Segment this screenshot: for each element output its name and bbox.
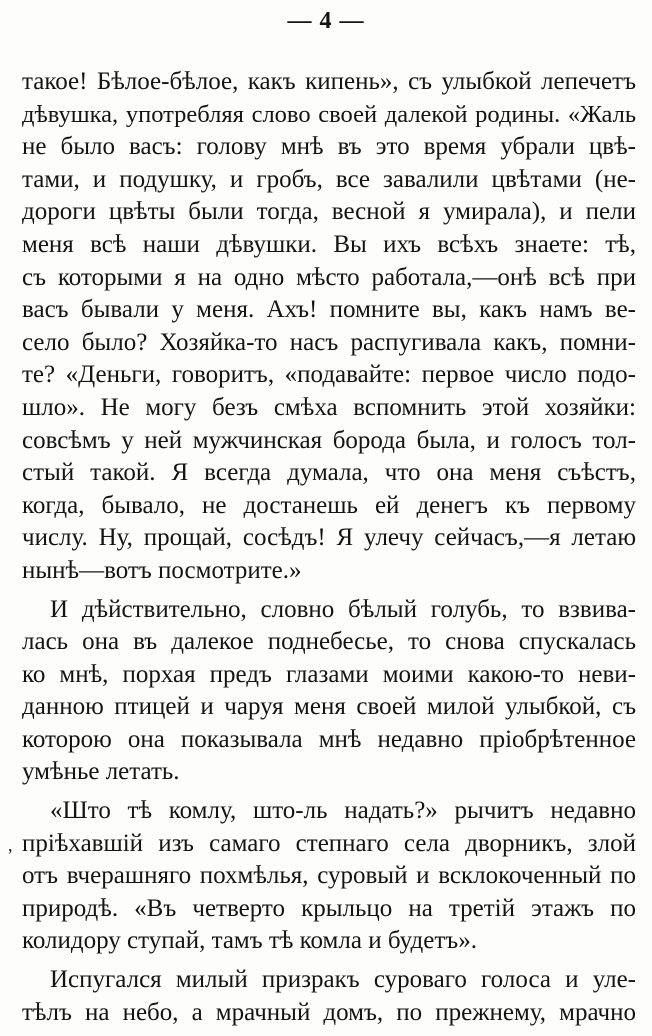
text-line: село было? Хозяйка-то насъ распугивала какъ, помни- [22, 328, 636, 356]
text-line: васъ бывали у меня. Ахъ! помните вы, какъ намъ ве- [22, 296, 636, 324]
text-line: «Што тѣ комлу, што-ль надать?» рычитъ недавно [50, 797, 636, 825]
text-line: числу. Ну, прощай, сосѣдъ! Я улечу сейчасъ,—я летаю [22, 524, 636, 552]
text-line: тами, и подушку, и гробъ, все завалили цвѣтами (не- [22, 165, 636, 193]
text-line: съ которыми я на одно мѣсто работала,—онѣ всѣ при [22, 263, 636, 291]
text-line: лась она въ далекое поднебесье, то снова спускалась [22, 628, 636, 656]
paragraph [22, 795, 636, 958]
paragraph [22, 594, 636, 790]
text-line: отъ вчерашняго похмѣлья, суровый и всклокоченный по [22, 862, 636, 890]
text-line: которою она показывала мнѣ недавно пріобрѣтенное [22, 725, 636, 753]
page-number: — 4 — [287, 8, 365, 34]
text-line: природѣ. «Въ четверто крыльцо на третій этажъ по [22, 894, 636, 922]
paragraph [22, 964, 636, 1029]
text-line: пріѣхавшій изъ самаго степнаго села дворникъ, злой [22, 829, 636, 857]
margin-mark: , [8, 835, 13, 855]
text-line: дѣвушка, употребляя слово своей далекой родины. «Жаль [22, 100, 636, 128]
text-line: меня всѣ наши дѣвушки. Вы ихъ всѣхъ знаете: тѣ, [22, 230, 636, 258]
text-line: дороги цвѣты были тогда, весной я умирала), и пели [22, 198, 636, 226]
text-line: нынѣ—вотъ посмотрите.» [22, 556, 302, 584]
text-line: не было васъ: голову мнѣ въ это время убрали цвѣ- [22, 133, 636, 161]
text-line: умѣнье летать. [22, 758, 180, 786]
text-line: ко мнѣ, порхая предъ глазами моими какою-то неви- [22, 660, 636, 688]
text-line: стый такой. Я всегда думала, что она меня съѣстъ, [22, 459, 636, 487]
body-text [22, 66, 636, 1029]
text-line: те? «Деньги, говоритъ, «подавайте: первое число подо- [22, 361, 636, 389]
text-line: когда, бывало, не достанешь ей денегъ къ первому [22, 491, 636, 519]
text-line: И дѣйствительно, словно бѣлый голубь, то взвива- [50, 595, 636, 623]
text-line: такое! Бѣлое-бѣлое, какъ кипень», съ улыбкой лепечетъ [22, 68, 636, 95]
text-line: Испугался милый призракъ суроваго голоса и уле- [50, 966, 636, 994]
text-line: колидору ступай, тамъ тѣ комла и будетъ». [22, 927, 477, 955]
text-line: совсѣмъ у ней мужчинская борода была, и голосъ тол- [22, 426, 636, 454]
text-line: тѣлъ на небо, а мрачный домъ, по прежнему, мрачно [22, 998, 636, 1026]
text-line: данною птицей и чаруя меня своей милой улыбкой, съ [22, 693, 636, 721]
paragraph [22, 66, 636, 588]
text-line: шло». Не могу безъ смѣха вспомнить этой хозяйки: [22, 393, 636, 421]
